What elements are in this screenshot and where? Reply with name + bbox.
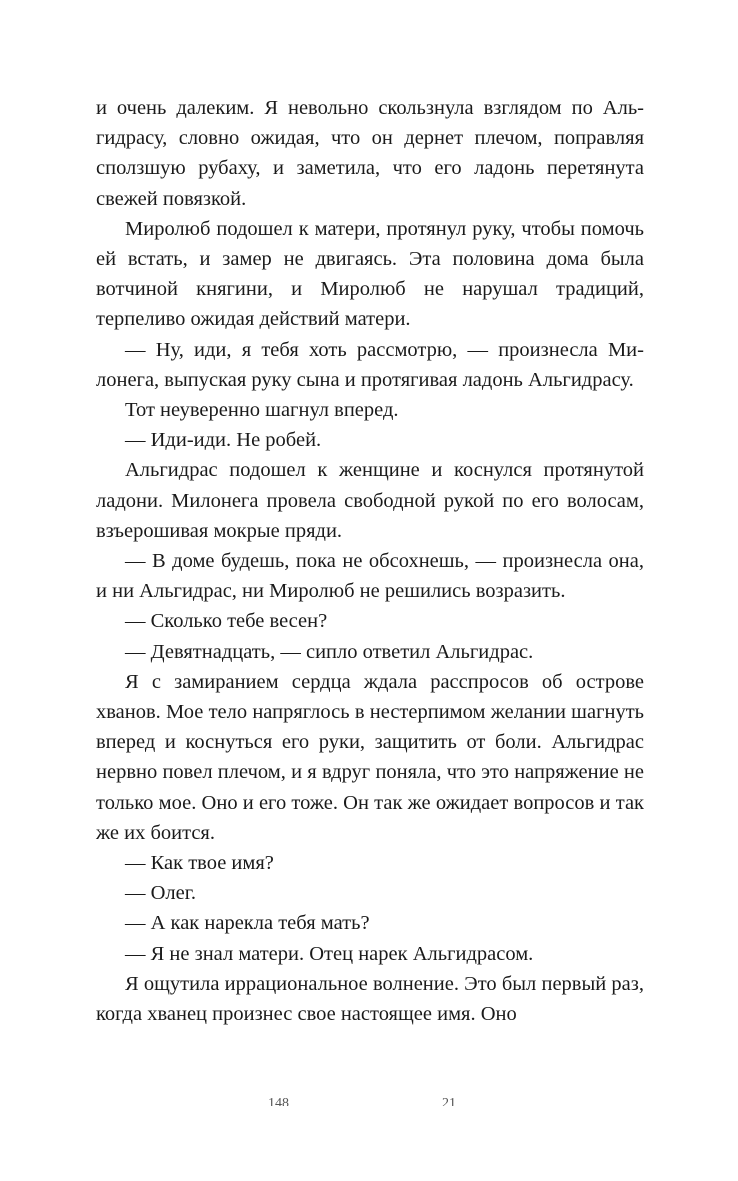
paragraph: — Как твое имя? <box>125 852 274 875</box>
paragraph: — Ну, иди, я тебя хоть рассмотрю, — произнесла Милонега, выпуская руку сына и протягивая ладонь Альгидрасу. <box>96 338 644 391</box>
paragraph: — А как нарекла тебя мать? <box>125 912 370 935</box>
paragraph: Я с замиранием сердца ждала расспросов об острове хванов. Мое тело напряглось в нестерпимом желании шагнуть вперед и коснуться его руки, защитить от боли. Альгидрас нервно повел плечом, и я вдруг поняла, что это напряжение не только мое. Оно и его тоже. Он так же ожидает вопросов и так же их боится. <box>96 670 644 844</box>
footer-mark: 21 <box>442 1096 456 1106</box>
paragraph: Миролюб подошел к матери, протянул руку, чтобы помочь ей встать, и замер не двигаясь. Эта половина дома была вотчиной княгини, и Миролюб не нарушал традиций, терпеливо ожидая действий матери. <box>96 217 644 331</box>
paragraph: Тот неуверенно шагнул вперед. <box>125 399 399 422</box>
paragraph: и очень далеким. Я невольно скользнула взглядом по Альгидрасу, словно ожидая, что он дернет плечом, поправляя сползшую рубаху, и заметила, что его ладонь перетянута свежей повязкой. <box>96 97 644 210</box>
page-footer <box>96 1092 644 1106</box>
paragraph: — Иди-иди. Не робей. <box>125 429 322 452</box>
paragraph: Я ощутила иррациональное волнение. Это был первый раз, когда хванец произнес свое настоящее имя. Оно <box>96 972 644 1026</box>
paragraph: — Олег. <box>125 882 196 905</box>
page-number: 148 <box>268 1096 289 1106</box>
paragraph: — Девятнадцать, — сипло ответил Альгидрас. <box>125 640 534 663</box>
paragraph: — В доме будешь, пока не обсохнешь, — произнесла она, и ни Альгидрас, ни Миролюб не решились возразить. <box>96 550 644 603</box>
book-page-text <box>96 93 644 1029</box>
paragraph: — Я не знал матери. Отец нарек Альгидрасом. <box>125 942 534 965</box>
paragraph: — Сколько тебе весен? <box>125 610 328 633</box>
paragraph: Альгидрас подошел к женщине и коснулся протянутой ладони. Милонега провела свободной рукой по его волосам, взъерошивая мокрые пряди. <box>96 459 644 542</box>
